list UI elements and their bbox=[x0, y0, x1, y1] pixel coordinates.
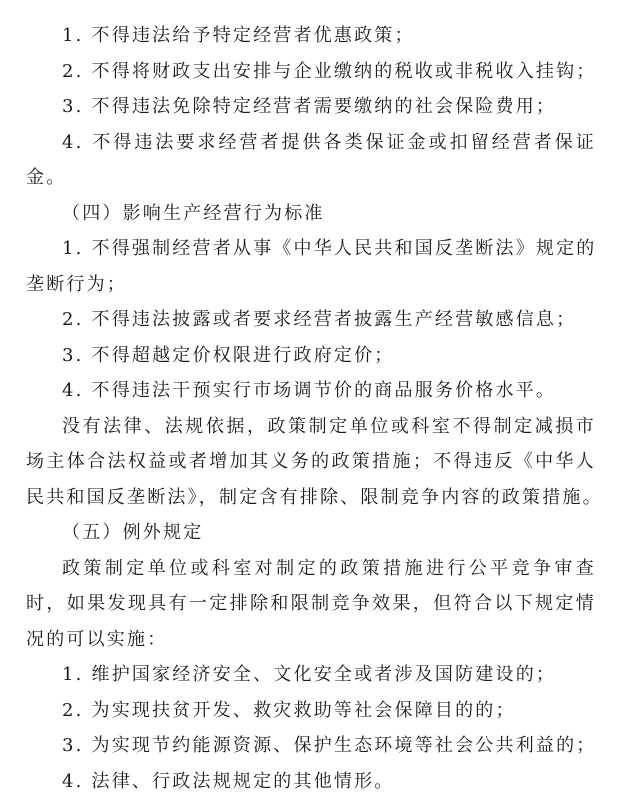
paragraph-line: 1. 不得强制经营者从事《中华人民共和国反垄断法》规定的 bbox=[26, 231, 596, 267]
paragraph-line: 3. 不得超越定价权限进行政府定价； bbox=[26, 338, 596, 374]
paragraph-line: 4. 法律、行政法规规定的其他情形。 bbox=[26, 764, 596, 799]
paragraph-line: 金。 bbox=[26, 160, 596, 196]
paragraph-line: 1. 维护国家经济安全、文化安全或者涉及国防建设的； bbox=[26, 657, 596, 693]
paragraph-line: 3. 不得违法免除特定经营者需要缴纳的社会保险费用； bbox=[26, 89, 596, 125]
paragraph-line: 时，如果发现具有一定排除和限制竞争效果，但符合以下规定情 bbox=[26, 586, 596, 622]
section-heading: （五）例外规定 bbox=[26, 515, 596, 551]
paragraph-line: 3. 为实现节约能源资源、保护生态环境等社会公共利益的； bbox=[26, 728, 596, 764]
paragraph-line: 政策制定单位或科室对制定的政策措施进行公平竞争审查 bbox=[26, 551, 596, 587]
paragraph-line: 况的可以实施： bbox=[26, 622, 596, 658]
section-heading: （四）影响生产经营行为标准 bbox=[26, 196, 596, 232]
paragraph-line: 4. 不得违法干预实行市场调节价的商品服务价格水平。 bbox=[26, 373, 596, 409]
paragraph-line: 场主体合法权益或者增加其义务的政策措施；不得违反《中华人 bbox=[26, 444, 596, 480]
paragraph-line: 2. 为实现扶贫开发、救灾救助等社会保障目的的； bbox=[26, 693, 596, 729]
paragraph-line: 没有法律、法规依据，政策制定单位或科室不得制定减损市 bbox=[26, 409, 596, 445]
paragraph-line: 4. 不得违法要求经营者提供各类保证金或扣留经营者保证 bbox=[26, 125, 596, 161]
paragraph-line: 垄断行为； bbox=[26, 267, 596, 303]
paragraph-line: 2. 不得将财政支出安排与企业缴纳的税收或非税收入挂钩； bbox=[26, 54, 596, 90]
paragraph-line: 民共和国反垄断法》，制定含有排除、限制竞争内容的政策措施。 bbox=[26, 480, 596, 516]
paragraph-line: 2. 不得违法披露或者要求经营者披露生产经营敏感信息； bbox=[26, 302, 596, 338]
paragraph-line: 1. 不得违法给予特定经营者优惠政策； bbox=[26, 18, 596, 54]
